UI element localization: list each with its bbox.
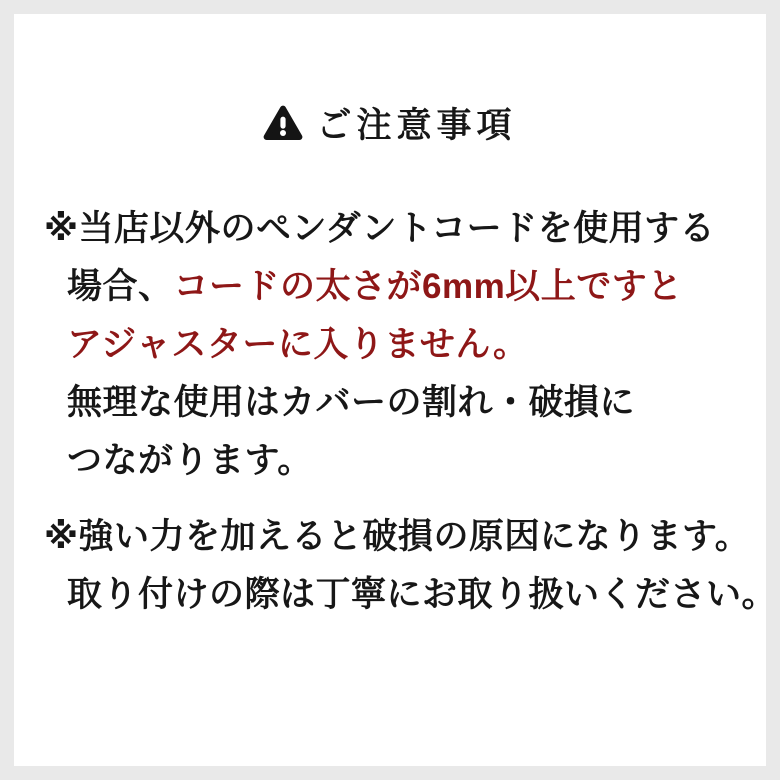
notice-line [44,566,778,624]
notice-text: ※当店以外のペンダントコードを使用する [44,209,716,248]
notice-text: 取り付けの際は丁寧にお取り扱いください。 [67,575,778,614]
warning-triangle-icon [263,104,303,142]
notice-card [14,14,778,766]
notice-paragraph-1 [44,200,748,490]
notice-text: 場合、 [67,267,174,306]
notice-line [44,374,748,432]
title-row [14,98,766,148]
notice-line [44,258,748,316]
notice-emphasis-text: アジャスターに入りません。 [67,325,529,364]
notice-line [44,316,748,374]
page-title: ご注意事項 [316,106,517,145]
notice-line [44,200,748,258]
notice-line [44,508,751,566]
notice-emphasis-text: コードの太さが6mm以上ですと [173,267,683,306]
notice-paragraph-2 [44,508,778,624]
notice-text: つながります。 [67,441,313,480]
notice-line [44,432,748,490]
notice-text: 無理な使用はカバーの割れ・破損に [67,383,636,422]
notice-text: ※強い力を加えると破損の原因になります。 [44,517,751,556]
